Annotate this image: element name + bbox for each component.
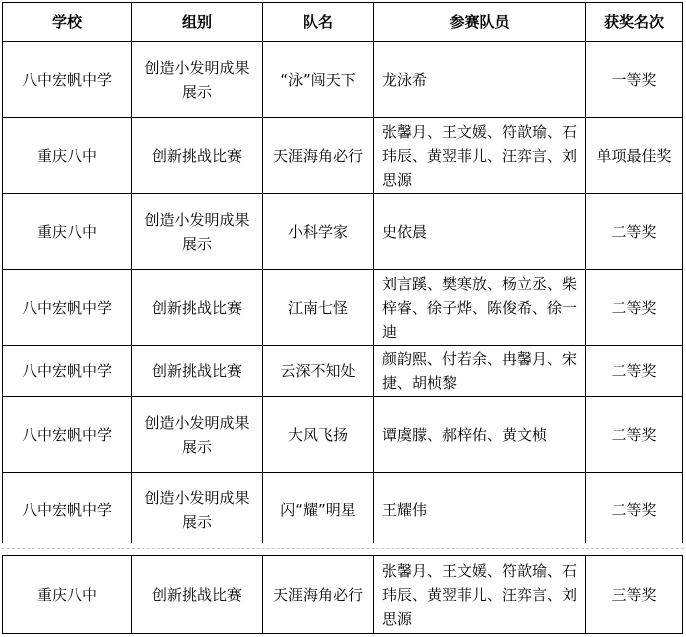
awards-table xyxy=(2,2,683,547)
table-row xyxy=(3,556,683,634)
cell-group: 创造小发明成果展示 xyxy=(132,194,263,270)
cell-members: 龙泳希 xyxy=(374,42,586,118)
cell-team: 闪“耀”明星 xyxy=(263,473,374,547)
cell-award: 单项最佳奖 xyxy=(586,118,683,194)
header-row xyxy=(3,3,683,42)
cell-school: 八中宏帆中学 xyxy=(3,42,132,118)
cell-award: 二等奖 xyxy=(586,346,683,397)
table-row xyxy=(3,270,683,346)
cell-team: 大风飞扬 xyxy=(263,397,374,473)
cell-school: 重庆八中 xyxy=(3,556,132,634)
cell-team: 江南七怪 xyxy=(263,270,374,346)
cell-team: “泳”闯天下 xyxy=(263,42,374,118)
cell-team: 天涯海角必行 xyxy=(263,556,374,634)
cell-award: 二等奖 xyxy=(586,473,683,547)
cell-award: 二等奖 xyxy=(586,397,683,473)
table-row xyxy=(3,346,683,397)
cell-members: 刘言蹊、樊寒放、杨立丞、柴梓睿、徐子烨、陈俊希、徐一迪 xyxy=(374,270,586,346)
cell-members: 张馨月、王文媛、符歆瑜、石玮辰、黄翌菲儿、汪弈言、刘思源 xyxy=(374,118,586,194)
table-row xyxy=(3,397,683,473)
cell-school: 八中宏帆中学 xyxy=(3,270,132,346)
page-break-line xyxy=(2,548,684,549)
cell-members: 史依晨 xyxy=(374,194,586,270)
cell-group: 创新挑战比赛 xyxy=(132,118,263,194)
cell-team: 天涯海角必行 xyxy=(263,118,374,194)
table-row xyxy=(3,194,683,270)
header-group: 组别 xyxy=(132,3,263,42)
cell-school: 重庆八中 xyxy=(3,194,132,270)
cell-group: 创造小发明成果展示 xyxy=(132,42,263,118)
cell-team: 小科学家 xyxy=(263,194,374,270)
header-award: 获奖名次 xyxy=(586,3,683,42)
cell-school: 八中宏帆中学 xyxy=(3,473,132,547)
cell-members: 张馨月、王文媛、符歆瑜、石玮辰、黄翌菲儿、汪弈言、刘思源 xyxy=(374,556,586,634)
cell-school: 八中宏帆中学 xyxy=(3,397,132,473)
cell-group: 创新挑战比赛 xyxy=(132,346,263,397)
table-row xyxy=(3,118,683,194)
table-row xyxy=(3,473,683,547)
cell-award: 一等奖 xyxy=(586,42,683,118)
table-row xyxy=(3,42,683,118)
page-break-gap xyxy=(0,543,686,555)
header-members: 参赛队员 xyxy=(374,3,586,42)
cell-group: 创新挑战比赛 xyxy=(132,270,263,346)
cell-members: 王耀伟 xyxy=(374,473,586,547)
cell-group: 创新挑战比赛 xyxy=(132,556,263,634)
header-team: 队名 xyxy=(263,3,374,42)
awards-table-continued xyxy=(2,555,683,634)
cell-members: 谭虞朦、郝梓佑、黄文桢 xyxy=(374,397,586,473)
cell-school: 八中宏帆中学 xyxy=(3,346,132,397)
cell-award: 三等奖 xyxy=(586,556,683,634)
cell-group: 创造小发明成果展示 xyxy=(132,473,263,547)
cell-school: 重庆八中 xyxy=(3,118,132,194)
cell-team: 云深不知处 xyxy=(263,346,374,397)
header-school: 学校 xyxy=(3,3,132,42)
cell-award: 二等奖 xyxy=(586,194,683,270)
cell-members: 颜韵熙、付若余、冉馨月、宋捷、胡桢黎 xyxy=(374,346,586,397)
cell-group: 创造小发明成果展示 xyxy=(132,397,263,473)
cell-award: 二等奖 xyxy=(586,270,683,346)
